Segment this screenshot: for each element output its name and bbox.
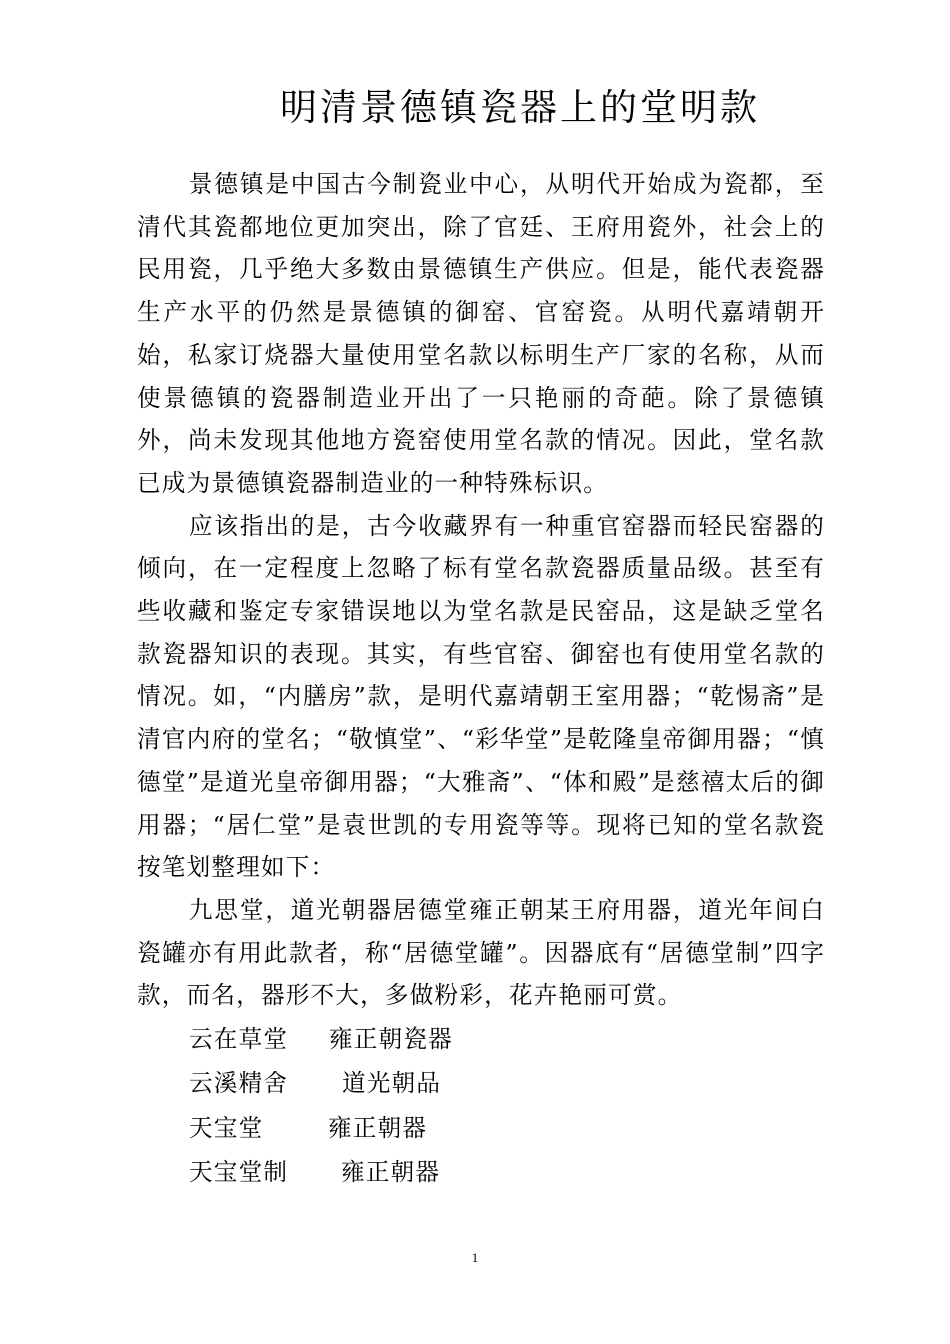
list-item: [137, 1061, 825, 1105]
list-item: [137, 1017, 825, 1061]
hall-mark-period: 雍正朝器: [328, 1113, 428, 1142]
document-title: 明清景德镇瓷器上的堂明款: [280, 86, 760, 129]
hall-mark-period: 道光朝品: [342, 1069, 442, 1098]
hall-mark-name: 天宝堂制: [189, 1157, 289, 1186]
hall-mark-name: 云溪精舍: [189, 1069, 289, 1098]
paragraph-collecting: 应该指出的是，古今收藏界有一种重官窑器而轻民窑器的倾向，在一定程度上忽略了标有堂名款瓷器质量品级。甚至有些收藏和鉴定专家错误地以为堂名款是民窑品，这是缺乏堂名款瓷器知识的表现。其实，有些官窑、御窑也有使用堂名款的情况。如，“内膳房”款，是明代嘉靖朝王室用器；“乾惕斋”是清官内府的堂名；“敬慎堂”、“彩华堂”是乾隆皇帝御用器；“慎德堂”是道光皇帝御用器；“大雅斋”、“体和殿”是慈禧太后的御用器；“居仁堂”是袁世凯的专用瓷等等。现将已知的堂名款瓷按笔划整理如下：: [137, 511, 825, 882]
paragraph-intro: 景德镇是中国古今制瓷业中心，从明代开始成为瓷都，至清代其瓷都地位更加突出，除了官廷、王府用瓷外，社会上的民用瓷，几乎绝大多数由景德镇生产供应。但是，能代表瓷器生产水平的仍然是景德镇的御窑、官窑瓷。从明代嘉靖朝开始，私家订烧器大量使用堂名款以标明生产厂家的名称，从而使景德镇的瓷器制造业开出了一只艳丽的奇葩。除了景德镇外，尚未发现其他地方瓷窑使用堂名款的情况。因此，堂名款已成为景德镇瓷器制造业的一种特殊标识。: [137, 170, 825, 497]
hall-mark-period: 雍正朝器: [341, 1157, 441, 1186]
list-item: [137, 1106, 825, 1150]
document-body: [137, 163, 825, 1194]
list-item: [137, 1150, 825, 1194]
page-number: 1: [471, 1250, 479, 1265]
paragraph-jiusitang: 九思堂，道光朝器居德堂雍正朝某王府用器，道光年间白瓷罐亦有用此款者，称“居德堂罐”。因器底有“居德堂制”四字款，而名，器形不大，多做粉彩，花卉艳丽可赏。: [137, 895, 825, 1010]
hall-mark-name: 天宝堂: [189, 1113, 264, 1142]
hall-mark-name: 云在草堂: [189, 1025, 289, 1054]
hall-mark-period: 雍正朝瓷器: [329, 1025, 453, 1054]
hall-mark-list: [137, 1017, 825, 1194]
